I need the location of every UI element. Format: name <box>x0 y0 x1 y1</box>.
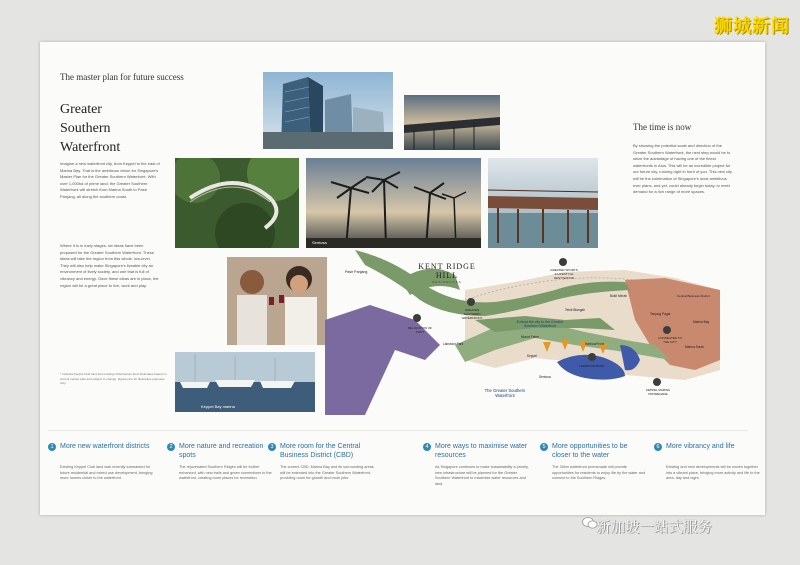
watermark-top: 狮城新闻 <box>714 16 790 37</box>
label-marina-bay: Marina Bay <box>693 320 710 324</box>
label-cbd: Central Business District <box>677 294 710 298</box>
label-pasir-panjang: Pasir Panjang <box>345 270 368 274</box>
photo-city-towers <box>263 72 393 149</box>
kent-ridge-logo: KENT RIDGE HILL RESIDENCES <box>418 262 476 284</box>
label-extend-city: Extend the city to the Greater Southern Waterfront <box>516 320 564 328</box>
page-kicker: The master plan for future success <box>60 72 184 82</box>
label-labrador: Labrador Park <box>443 342 464 346</box>
label-bukit-merah: Bukit Merah <box>610 294 628 298</box>
time-is-now-body: By showing the potential scale and direction of the Greater Southern Waterfront, the next step would be to seize the advantage of having one of the finest waterfronts in Asia. This will be an incredible project for our future city, running right in front of you. This new city will be the culmination of Singapore's most ambitious ever plans, and yet, could already begin today, to meet demand for a rich range of more spaces. <box>633 143 733 195</box>
idea-number: 6 <box>654 443 662 451</box>
idea-number: 1 <box>48 443 56 451</box>
idea-text: Existing Keppel Club land was recently earmarked for future residential and mixed-use development, bringing more homes closer to the waterfront. <box>60 465 153 481</box>
marker-2-label: GREATER SOUTHERN WATERFRONT <box>461 308 483 320</box>
idea-text: As Singapore continues to make sustainability a priority, new infrastructure will be planned for the Greater Southern Waterfront to maximise water resources and land. <box>435 465 529 486</box>
idea-label: More opportunities to be closer to the water <box>552 443 628 459</box>
label-harbourfront: HarbourFront <box>585 342 604 346</box>
idea-number: 3 <box>268 443 276 451</box>
idea-label: More vibrancy and life <box>666 443 735 450</box>
photo-marina <box>175 352 315 412</box>
label-greater-southern-waterfront: The Greater Southern Waterfront <box>484 388 526 398</box>
marker-3-label: GREATER SPORTS & LIFESTYLE DESTINATION <box>550 268 578 280</box>
footnote: * Includes Keppel Club land and existing infrastructure land. Estimates based on current master plan and subject to change. Figures are for illustrative purposes only. <box>60 372 167 386</box>
marina-caption: Keppel Bay marina <box>201 404 235 409</box>
page-title: Greater Southern Waterfront <box>60 102 121 155</box>
photo-wooden-pier <box>488 158 598 248</box>
label-tanjong-pagar: Tanjong Pagar <box>650 312 671 316</box>
photo-palm-trees <box>306 158 481 248</box>
time-is-now-heading: The time is now <box>633 122 692 132</box>
intro-paragraph: Imagine a new waterfront city, from Keppel to the east of Marina Bay. That is the ambitious vision for Singapore's Master Plan for the Greater Southern Waterfront. With over 1,000ha of prime land, the Greater Southern Waterfront will stretch from Marina South to Pasir Panjang, all along the southern coast. <box>60 161 160 199</box>
section-divider <box>48 430 748 431</box>
palms-caption: Sentosa <box>312 240 327 245</box>
marker-1-label: RELOCATION OF PORT <box>407 326 433 334</box>
idea-label: More ways to maximise water resources <box>435 443 528 459</box>
label-marina-south: Marina South <box>685 345 704 349</box>
idea-text: The 30km waterfront promenade will provide opportunities for residents to enjoy life by the water and connect to the Southern Ridges. <box>552 465 646 481</box>
photo-canopy-walkway <box>175 158 299 248</box>
idea-text: The current CBD, Marina Bay and its surrounding areas will be extended into the Greater Southern Waterfront, providing room for growth and more jobs. <box>280 465 374 481</box>
marker-5-label: KEPPEL MARINA PROMENADE <box>645 388 671 396</box>
idea-label: More new waterfront districts <box>60 443 150 450</box>
ideas-paragraph: Where it is in early stages, six ideas have been proposed for the Greater Southern Waterfront. These ideas will take the region from this whole, low-level. They will also help make Singapore's liveable city an environment of lively society, and one that is full of vibrancy and energy. Once these ideas are in place, the region will be a great place to live, work and play. <box>60 243 159 288</box>
watermark-bottom: 新加坡一站式服务 <box>596 520 712 536</box>
label-sentosa: Sentosa <box>539 375 551 379</box>
idea-text: The rejuvenated Southern Ridges will be further enhanced, with new trails and green connections to the waterfront, creating more places for recreation. <box>179 465 272 481</box>
idea-number: 4 <box>423 443 431 451</box>
marker-4-label: HARBOURFRONT <box>579 364 605 368</box>
idea-number: 2 <box>167 443 175 451</box>
master-plan-map <box>325 250 725 415</box>
photo-friends-toasting <box>227 257 327 345</box>
label-mount-faber: Mount Faber <box>521 335 540 339</box>
idea-text: Existing and new developments will be woven together into a vibrant place, bringing more activity and life to the area, day and night. <box>666 465 760 481</box>
idea-label: More room for the Central Business District (CBD) <box>280 443 361 459</box>
label-telok-blangah: Telok Blangah <box>565 308 586 312</box>
idea-label: More nature and recreation spots <box>179 443 264 459</box>
idea-number: 5 <box>540 443 548 451</box>
photo-sunset-pier <box>404 95 500 150</box>
label-keppel: Keppel <box>527 354 537 358</box>
marker-6-label: CONNECTED TO THE CITY <box>658 336 682 344</box>
